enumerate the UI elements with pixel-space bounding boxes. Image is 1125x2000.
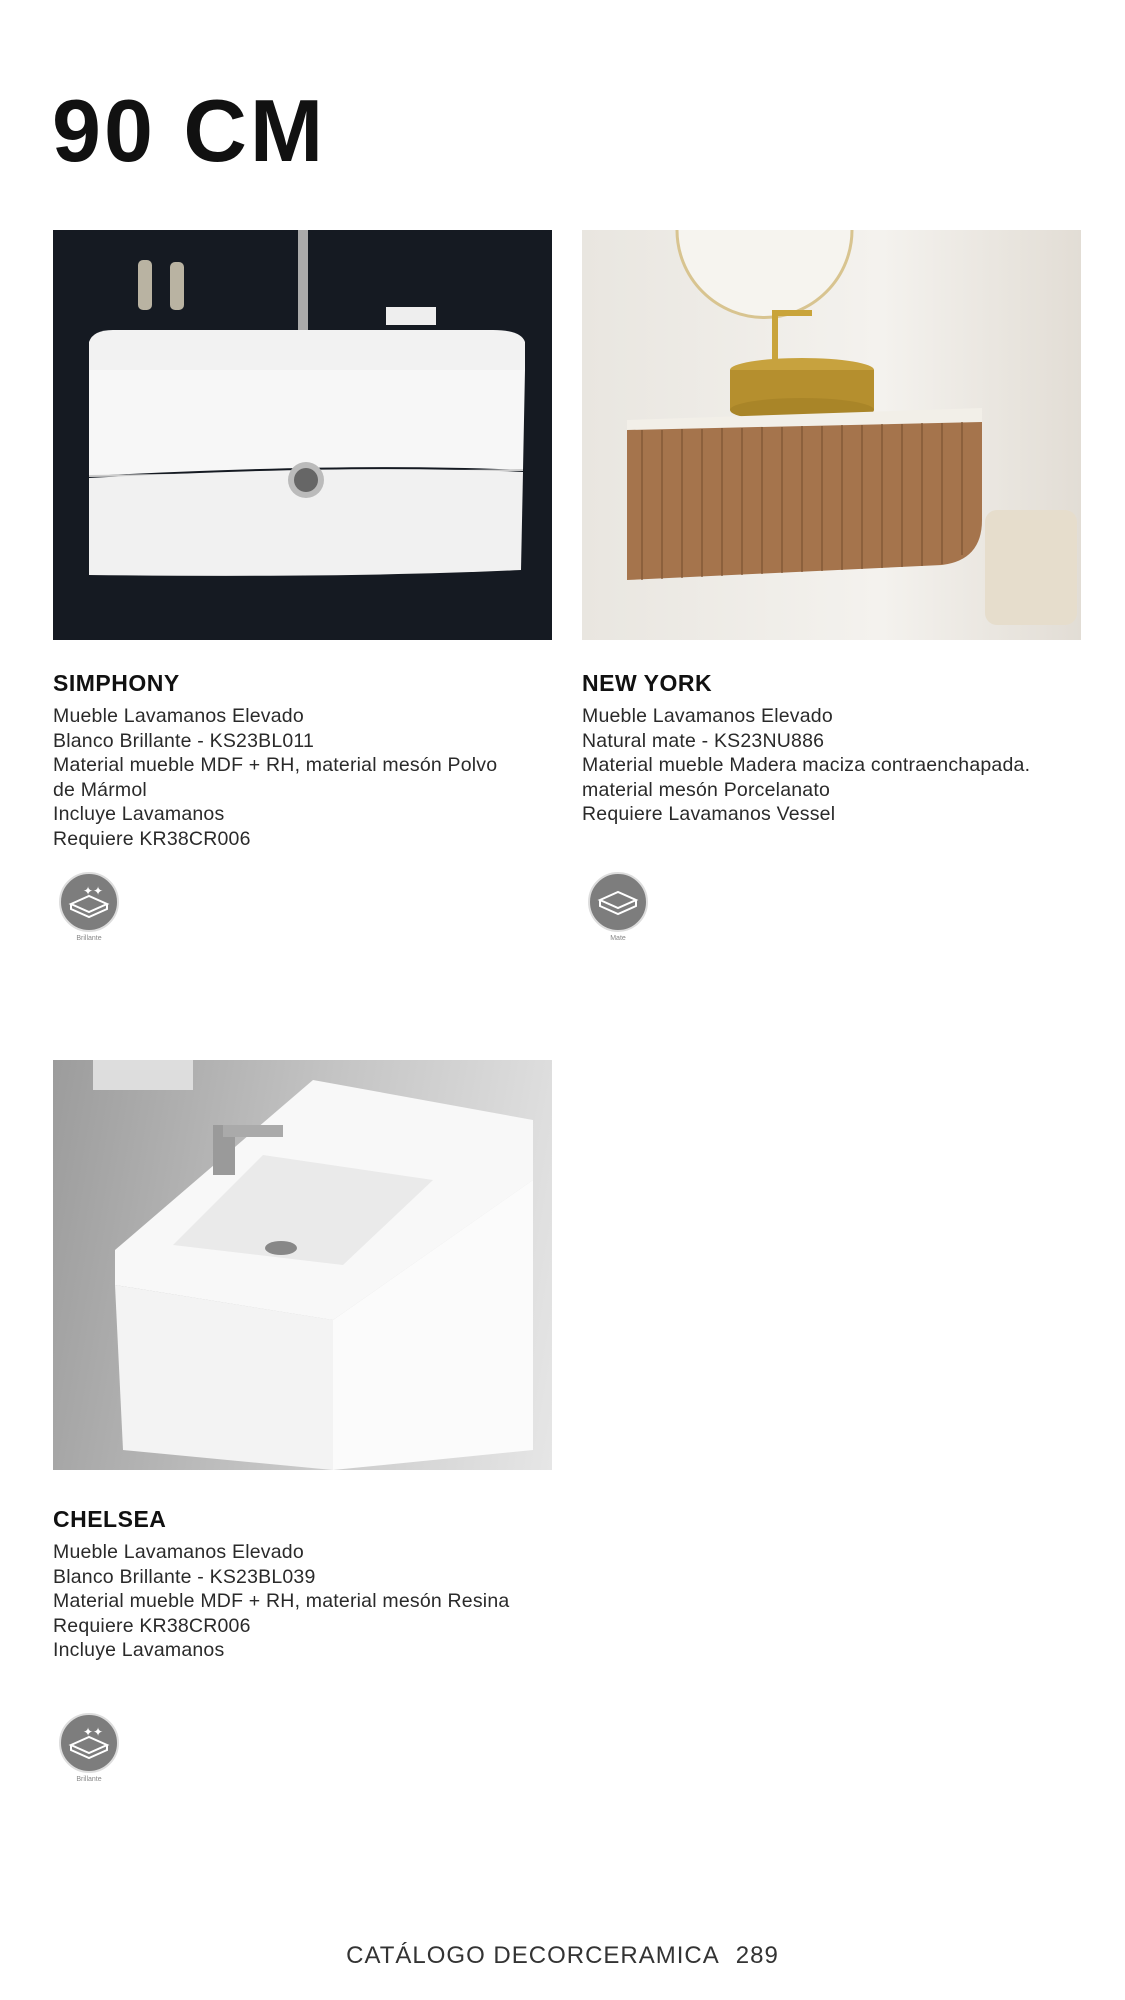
desc-line: Requiere KR38CR006 bbox=[53, 1614, 251, 1637]
product-image-new-york bbox=[582, 230, 1081, 640]
product-name: NEW YORK bbox=[582, 670, 713, 696]
glossy-finish-icon bbox=[59, 872, 119, 932]
finish-badge bbox=[587, 872, 649, 942]
glossy-finish-icon bbox=[59, 1713, 119, 1773]
page-title: 90 CM bbox=[52, 81, 327, 180]
desc-line: material mesón Porcelanato bbox=[582, 778, 830, 801]
desc-line: Natural mate - KS23NU886 bbox=[582, 729, 825, 752]
finish-label: Mate bbox=[610, 935, 626, 942]
desc-line: de Mármol bbox=[53, 778, 147, 801]
desc-line: Requiere Lavamanos Vessel bbox=[582, 803, 836, 825]
finish-badge bbox=[58, 1713, 120, 1783]
finish-badge bbox=[58, 872, 120, 942]
catalog-name: CATÁLOGO DECORCERAMICA bbox=[346, 1942, 720, 1969]
product-description bbox=[53, 1540, 509, 1663]
desc-line: Material mueble MDF + RH, material mesón Polvo bbox=[53, 754, 498, 776]
desc-line: Mueble Lavamanos Elevado bbox=[582, 705, 833, 727]
desc-line: Mueble Lavamanos Elevado bbox=[53, 1541, 304, 1563]
product-image-chelsea bbox=[53, 1060, 552, 1470]
finish-label: Brillante bbox=[76, 1776, 102, 1783]
desc-line: Blanco Brillante - KS23BL011 bbox=[53, 729, 315, 752]
finish-label: Brillante bbox=[76, 935, 102, 942]
desc-line: Material mueble Madera maciza contraenchapada. bbox=[582, 754, 1031, 776]
page-footer bbox=[0, 1942, 1125, 1970]
matte-finish-icon bbox=[588, 872, 648, 932]
svg-text:✦✦: ✦✦ bbox=[83, 884, 104, 898]
desc-line: Requiere KR38CR006 bbox=[53, 827, 251, 850]
product-description bbox=[53, 704, 497, 851]
product-image-simphony bbox=[53, 230, 552, 640]
desc-line: Incluye Lavamanos bbox=[53, 803, 225, 825]
desc-line: Mueble Lavamanos Elevado bbox=[53, 705, 304, 727]
desc-line: Blanco Brillante - KS23BL039 bbox=[53, 1565, 316, 1588]
svg-text:✦✦: ✦✦ bbox=[83, 1725, 104, 1739]
product-name: SIMPHONY bbox=[53, 670, 180, 696]
page-number: 289 bbox=[735, 1942, 779, 1969]
product-name: CHELSEA bbox=[53, 1506, 167, 1532]
product-description bbox=[582, 704, 1030, 827]
desc-line: Incluye Lavamanos bbox=[53, 1639, 225, 1661]
desc-line: Material mueble MDF + RH, material mesón Resina bbox=[53, 1590, 510, 1612]
